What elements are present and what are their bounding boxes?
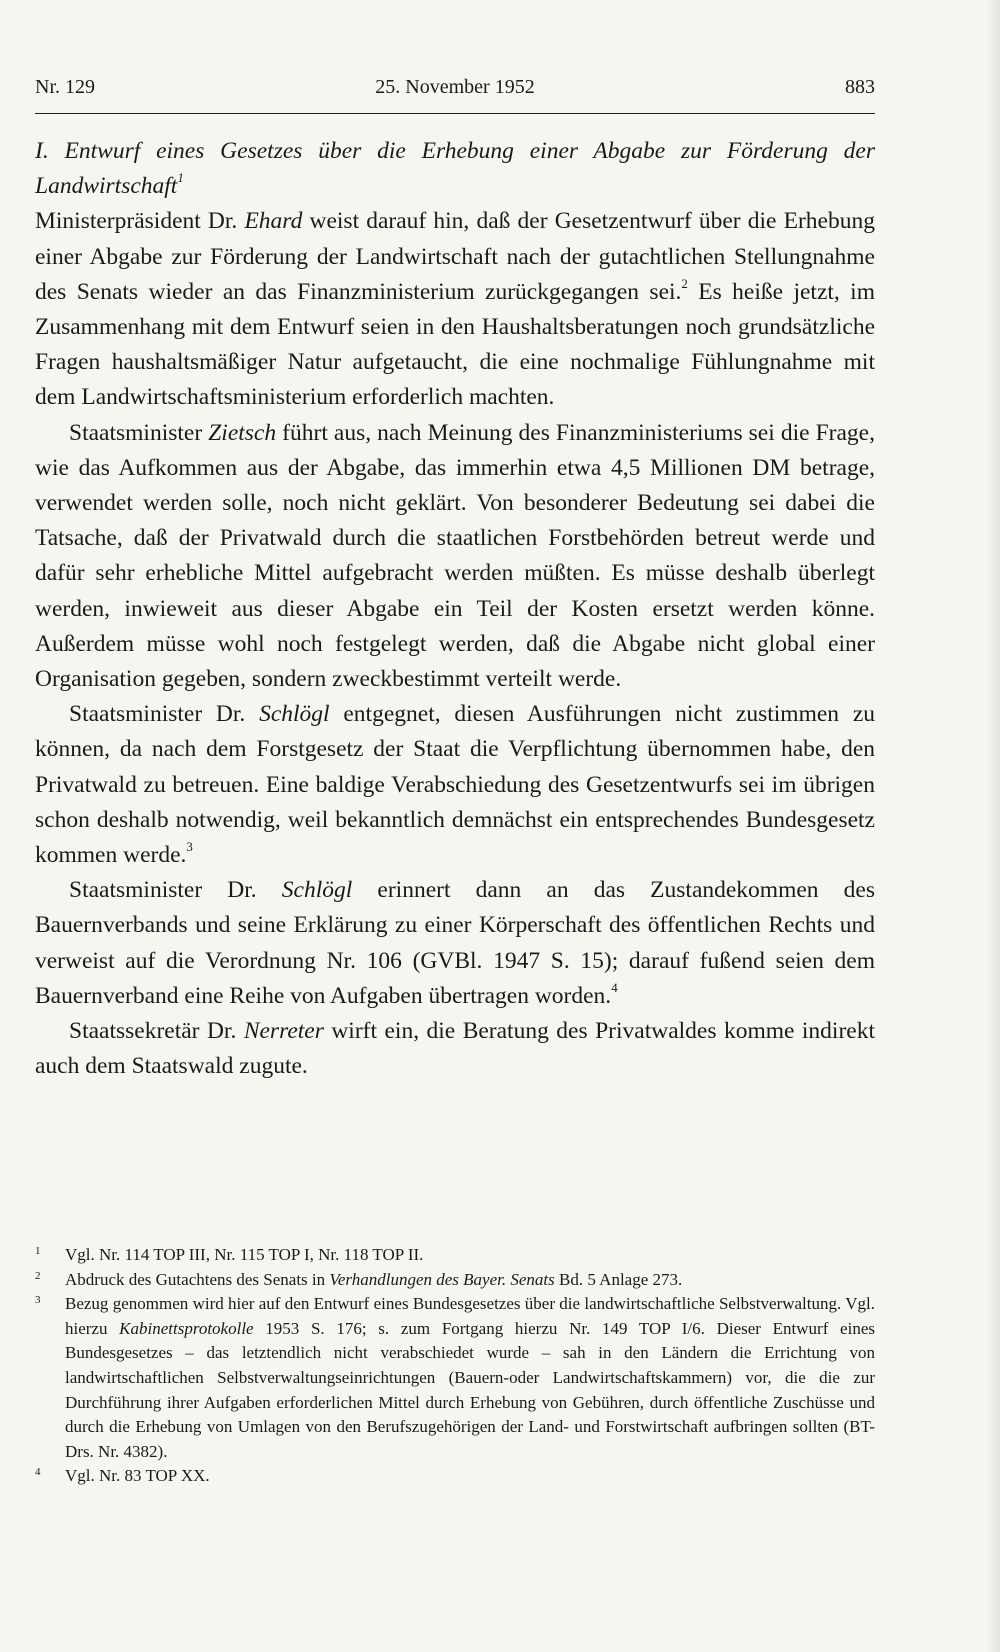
document-page bbox=[35, 0, 875, 1652]
session-date: 25. November 1952 bbox=[375, 76, 535, 98]
paragraph-ehard bbox=[35, 204, 875, 415]
speaker-name: Schlögl bbox=[259, 701, 330, 728]
footnote-text: Vgl. Nr. 114 TOP III, Nr. 115 TOP I, Nr. 118 TOP II. bbox=[65, 1245, 424, 1264]
footnotes bbox=[35, 1243, 875, 1489]
protocol-number: Nr. 129 bbox=[35, 76, 95, 98]
paragraph-text: erinnert dann an das Zustandekommen des Bauernverbands und seine Erklärung zu einer Körperschaft des öffentlichen Rechts und verweist auf die Verordnung Nr. 106 (GVBl. 1947 S. 15); darauf fußend seien dem Bauernverband eine Reihe von Aufgaben übertragen worden. bbox=[35, 877, 875, 1009]
page-number: 883 bbox=[845, 76, 875, 98]
footnote-ref-4: 4 bbox=[611, 980, 618, 996]
footnote-4 bbox=[35, 1464, 875, 1489]
header-rule bbox=[35, 113, 875, 114]
footnote-mark: 3 bbox=[35, 1294, 41, 1307]
footnote-text: Abdruck des Gutachtens des Senats in bbox=[65, 1269, 330, 1289]
footnote-italic: Verhandlungen des Bayer. Senats bbox=[329, 1269, 555, 1289]
speaker-prefix: Staatsminister bbox=[69, 419, 209, 446]
footnote-text: Vgl. Nr. 83 TOP XX. bbox=[65, 1466, 210, 1486]
speaker-name: Nerreter bbox=[243, 1018, 324, 1045]
footnote-1 bbox=[35, 1243, 875, 1268]
speaker-name: Ehard bbox=[244, 208, 303, 235]
footnote-italic: Kabinettsprotokolle bbox=[119, 1318, 254, 1338]
paragraph-text: Es heiße jetzt, im Zusammenhang mit dem Entwurf seien in den Haushaltsberatungen noch grundsätzliche Fragen haushaltsmäßiger Natur aufgetaucht, die eine nochmalige Fühlungnahme mit dem Landwirtschaftsministerium erforderlich machten. bbox=[35, 278, 875, 411]
footnote-mark: 1 bbox=[35, 1245, 41, 1257]
speaker-prefix: Staatssekretär Dr. bbox=[69, 1018, 244, 1045]
paragraph-schloegl-1 bbox=[35, 697, 875, 873]
speaker-prefix: Ministerpräsident Dr. bbox=[35, 208, 245, 235]
footnote-2 bbox=[35, 1268, 875, 1293]
paragraph-nerreter bbox=[35, 1014, 875, 1084]
page-edge-shadow bbox=[986, 0, 1000, 1652]
agenda-item-title-text: I. Entwurf eines Gesetzes über die Erhebung einer Abgabe zur Förderung der Landwirtschaft bbox=[35, 138, 875, 200]
paragraph-text: entgegnet, diesen Ausführungen nicht zustimmen zu können, da nach dem Forstgesetz der Staat die Verpflichtung übernommen habe, den Privatwald zu betreuen. Eine baldige Verabschiedung des Gesetzentwurfs sei im übrigen schon deshalb notwendig, weil bekanntlich demnächst ein entsprechendes Bundesgesetz kommen werde. bbox=[35, 701, 875, 869]
footnote-ref-1: 1 bbox=[177, 170, 184, 186]
speaker-name: Zietsch bbox=[208, 419, 277, 446]
footnote-text: Bd. 5 Anlage 273. bbox=[554, 1269, 683, 1289]
paragraph-text: weist darauf hin, daß der Gesetzentwurf über die Erhebung einer Abgabe zur Förderung der Landwirtschaft nach der gutachtlichen Stellungnahme des Senats wieder an das Finanzministerium zurückgegangen sei. bbox=[35, 208, 875, 305]
footnote-mark: 4 bbox=[35, 1466, 41, 1479]
paragraph-schloegl-2 bbox=[35, 873, 875, 1014]
footnote-ref-3: 3 bbox=[186, 839, 193, 855]
body-text bbox=[35, 134, 875, 1084]
footnote-mark: 2 bbox=[35, 1269, 41, 1282]
speaker-name: Schlögl bbox=[281, 877, 353, 904]
footnote-text: Bezug genommen wird hier auf den Entwurf eines Bundesgesetzes über die landwirtschaftliche Selbstverwaltung. Vgl. hierzu bbox=[65, 1294, 875, 1338]
footnote-text: 1953 S. 176; s. zum Fortgang hierzu Nr. 149 TOP I/6. Dieser Entwurf eines Bundesgesetzes – das letztendlich nicht verabschiedet wurde – sah in den Ländern die Errichtung von landwirtschaftlichen Selbstverwaltungseinrichtungen (Bauern-oder Landwirtschaftskammern) vor, die die zur Durchführung ihrer Aufgaben erforderlichen Mittel durch Erhebung von Gebühren, durch öffentliche Zuschüsse und durch die Erhebung von Umlagen von den Berufszugehörigen der Land- und Forstwirtschaft aufbringen sollten (BT-Drs. Nr. 4382). bbox=[65, 1318, 875, 1461]
paragraph-text: führt aus, nach Meinung des Finanzministeriums sei die Frage, wie das Aufkommen aus der Abgabe, das immerhin etwa 4,5 Millionen DM betrage, verwendet werden solle, noch nicht geklärt. Von besonderer Bedeutung sei dabei die Tatsache, daß der Privatwald durch die staatlichen Forstbehörden betreut werde und dafür sehr erhebliche Mittel aufgebracht werden müßten. Es müsse deshalb überlegt werden, inwieweit aus dieser Abgabe ein Teil der Kosten ersetzt werden könne. Außerdem müsse wohl noch festgelegt werden, daß die Abgabe nicht global einer Organisation gegeben, sondern zweckbestimmt verteilt werde. bbox=[35, 419, 875, 693]
footnote-3 bbox=[35, 1292, 875, 1464]
speaker-prefix: Staatsminister Dr. bbox=[69, 701, 260, 728]
footnote-ref-2: 2 bbox=[681, 276, 688, 292]
running-head bbox=[35, 76, 875, 106]
agenda-item-title bbox=[35, 134, 875, 204]
speaker-prefix: Staatsminister Dr. bbox=[69, 877, 282, 904]
paragraph-zietsch bbox=[35, 416, 875, 698]
paragraph-text: wirft ein, die Beratung des Privatwaldes komme indirekt auch dem Staatswald zugute. bbox=[35, 1018, 875, 1080]
